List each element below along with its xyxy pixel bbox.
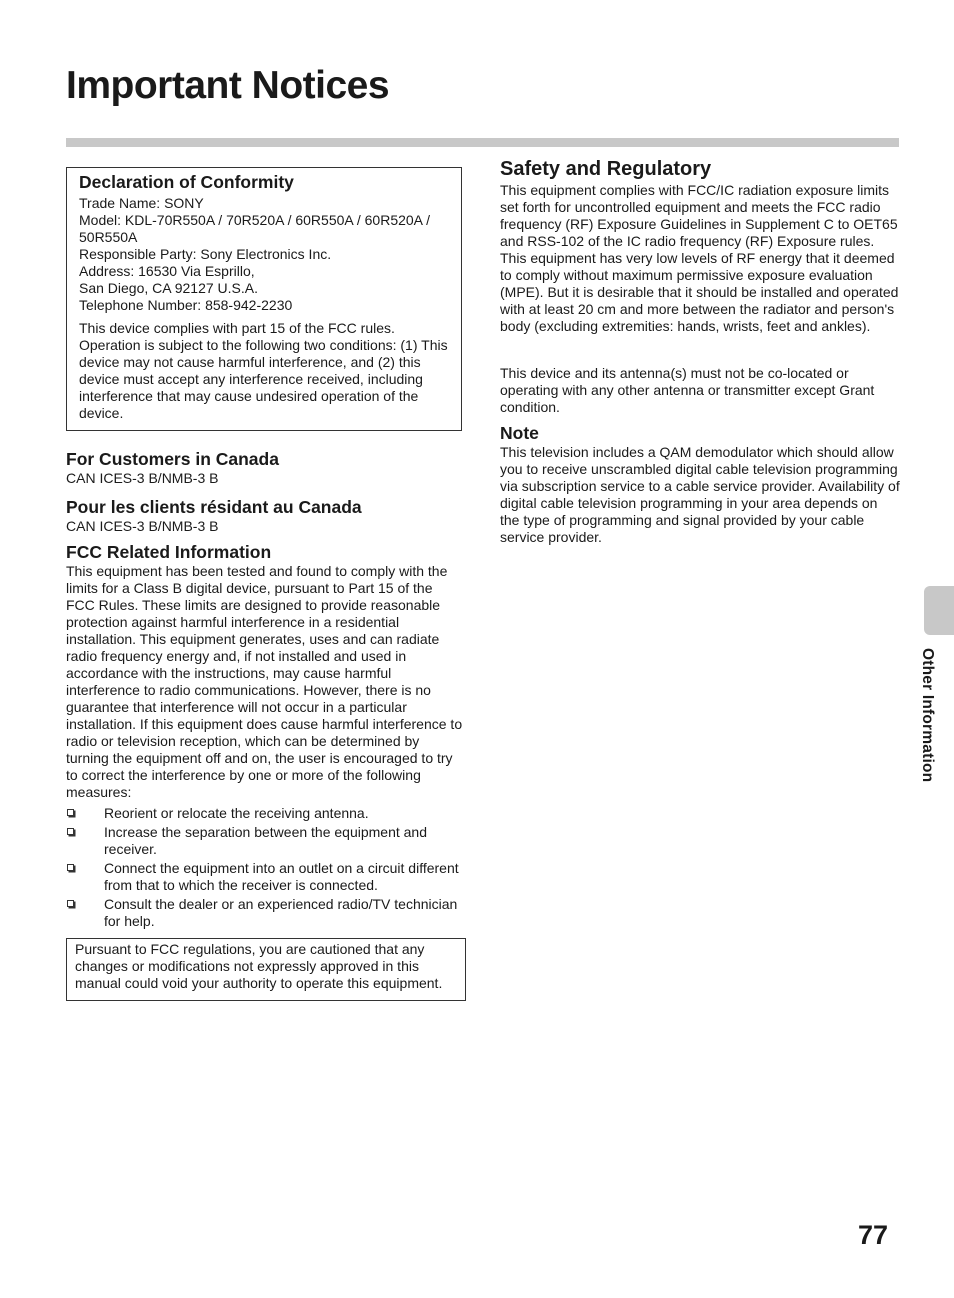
left-column [66,167,464,1001]
canada-en-heading: For Customers in Canada [66,449,279,469]
checkbox-bullet-icon [67,828,74,835]
note-text: This television includes a QAM demodulator which should allow you to receive unscrambled digital cable television programming via subscription service to a cable service provider. Availability of digital cable television programming in your area depends on the type of programming and signal provided by your cable service provider. [500,444,900,545]
list-item: Consult the dealer or an experienced radio/TV technician for help. [66,896,464,930]
declaration-trade-name: Trade Name: SONY [79,195,204,211]
declaration-responsible-party: Responsible Party: Sony Electronics Inc. [79,246,332,262]
checkbox-bullet-icon [67,809,74,816]
declaration-statement: This device complies with part 15 of the FCC rules. Operation is subject to the following two conditions: (1) This device may not cause harmful interference, and (2) this device must accept any interference received, including interference that may cause undesired operation of the device. [79,320,448,421]
list-item: Connect the equipment into an outlet on a circuit different from that to which the receiver is connected. [66,860,464,894]
safety-heading: Safety and Regulatory [500,158,712,180]
fcc-caution-box [66,938,466,1001]
fcc-measures-list [66,805,464,930]
fcc-heading: FCC Related Information [66,542,272,562]
fcc-caution-text: Pursuant to FCC regulations, you are cautioned that any changes or modifications not expressly approved in this manual could void your authority to operate this equipment. [75,941,443,991]
title-rule [66,138,899,147]
safety-para-1: This equipment complies with FCC/IC radiation exposure limits set forth for uncontrolled equipment and meets the FCC radio frequency (RF) Exposure Guidelines in Supplement C to OET65 and RSS-102 of the IC radio frequency (RF) Exposure rules. This equipment has very low levels of RF energy that it deemed to comply without maximum permissive exposure evaluation (MPE). But it is desirable that it should be installed and operated with at least 20 cm and more between the radiator and person's body (excluding extremities: hands, wrists, feet and ankles). [500,182,899,334]
canada-en-text: CAN ICES-3 B/NMB-3 B [66,470,219,486]
list-item: Reorient or relocate the receiving antenna. [66,805,464,822]
checkbox-bullet-icon [67,900,74,907]
right-column [500,156,900,546]
declaration-heading: Declaration of Conformity [79,172,294,192]
page-title: Important Notices [66,64,390,107]
canada-fr-text: CAN ICES-3 B/NMB-3 B [66,518,219,534]
declaration-city: San Diego, CA 92127 U.S.A. [79,280,258,296]
side-tab-label: Other Information [919,648,936,783]
declaration-box [66,167,462,431]
list-item: Increase the separation between the equipment and receiver. [66,824,464,858]
page-number: 77 [858,1220,889,1250]
canada-fr-heading: Pour les clients résidant au Canada [66,497,362,517]
declaration-telephone: Telephone Number: 858-942-2230 [79,297,293,313]
declaration-model: Model: KDL-70R550A / 70R520A / 60R550A / 60R520A / 50R550A [79,212,431,245]
fcc-text: This equipment has been tested and found to comply with the limits for a Class B digital device, pursuant to Part 15 of the FCC Rules. These limits are designed to provide reasonable protection against harmful interference in a residential installation. This equipment generates, uses and can radiate radio frequency energy and, if not installed and used in accordance with the instructions, may cause harmful interference to radio communications. However, there is no guarantee that interference will not occur in a particular installation. If this equipment does cause harmful interference to radio or television reception, which can be determined by turning the equipment off and on, the user is encouraged to try to correct the interference by one or more of the following measures: [66,563,463,800]
declaration-address: Address: 16530 Via Esprillo, [79,263,255,279]
checkbox-bullet-icon [67,864,74,871]
safety-para-2: This device and its antenna(s) must not be co-located or operating with any other antenna or transmitter except Grant condition. [500,365,875,415]
side-tab [924,586,954,635]
note-heading: Note [500,423,539,443]
